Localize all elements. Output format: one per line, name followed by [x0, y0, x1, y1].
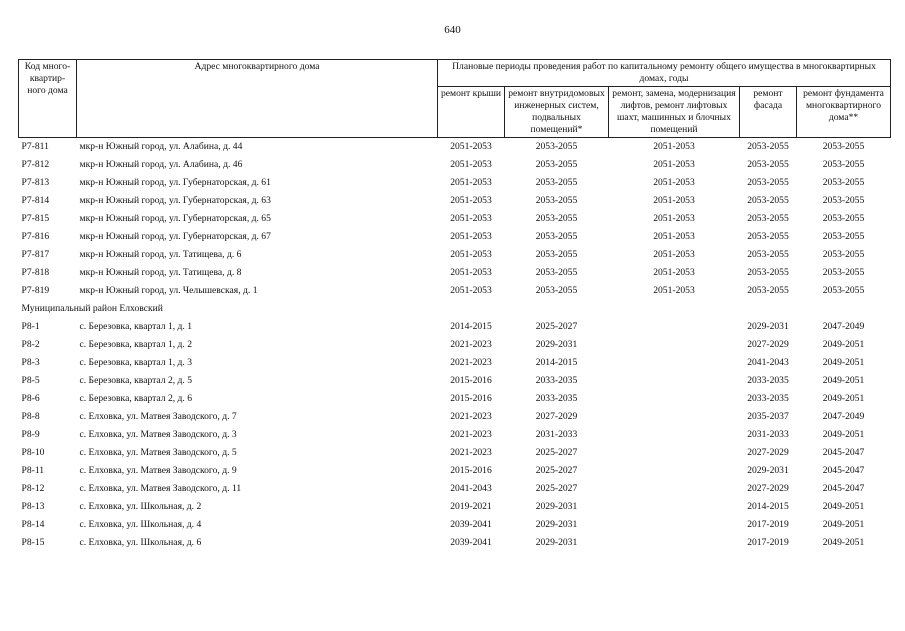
table-row [19, 318, 891, 336]
cell-elevators: 2051-2053 [653, 177, 695, 188]
table-row [19, 426, 891, 444]
cell-code: Р7-813 [21, 177, 50, 188]
cell-elevators [609, 408, 740, 426]
cell-facade: 2053-2055 [740, 138, 797, 157]
cell-address: с. Березовка, квартал 1, д. 3 [79, 357, 193, 368]
cell-code: Р8-5 [21, 375, 40, 386]
cell-address: с. Елховка, ул. Школьная, д. 6 [79, 537, 202, 548]
table-row [19, 210, 891, 228]
cell-code: Р8-14 [21, 519, 45, 530]
cell-engineering: 2053-2055 [535, 195, 578, 206]
cell-facade: 2035-2037 [747, 411, 789, 422]
cell-address: мкр-н Южный город, ул. Татищева, д. 6 [79, 249, 242, 260]
cell-engineering: 2027-2029 [535, 411, 578, 422]
repair-schedule-table [18, 59, 891, 552]
table-row [19, 282, 891, 300]
cell-roof: 2039-2041 [450, 537, 492, 548]
cell-roof: 2039-2041 [450, 519, 492, 530]
cell-roof: 2015-2016 [450, 465, 492, 476]
table-row [19, 390, 891, 408]
cell-elevators: 2051-2053 [653, 231, 695, 242]
cell-elevators [609, 534, 740, 552]
header-code: Код много-квартир-ного дома [19, 60, 77, 138]
table-row [19, 462, 891, 480]
cell-code: Р8-11 [21, 465, 45, 476]
cell-engineering: 2025-2027 [535, 447, 578, 458]
cell-address: с. Березовка, квартал 1, д. 1 [79, 321, 193, 332]
cell-engineering: 2029-2031 [535, 501, 578, 512]
cell-engineering: 2025-2027 [535, 483, 578, 494]
table-body [19, 138, 891, 553]
cell-address: с. Елховка, ул. Матвея Заводского, д. 3 [79, 429, 237, 440]
cell-foundation: 2053-2055 [822, 177, 865, 188]
cell-facade: 2029-2031 [747, 465, 789, 476]
cell-foundation: 2049-2051 [822, 339, 865, 350]
cell-roof: 2051-2053 [450, 249, 492, 260]
cell-foundation: 2053-2055 [822, 159, 865, 170]
cell-address: с. Елховка, ул. Матвея Заводского, д. 5 [79, 447, 237, 458]
cell-facade: 2053-2055 [747, 285, 789, 296]
cell-code: Р7-819 [21, 285, 50, 296]
header-foundation: ремонт фундамента многоквартирного дома** [797, 87, 891, 138]
cell-facade: 2033-2035 [747, 375, 789, 386]
cell-facade: 2053-2055 [747, 177, 789, 188]
cell-foundation: 2049-2051 [822, 429, 865, 440]
cell-roof: 2021-2023 [450, 357, 492, 368]
cell-facade: 2027-2029 [747, 447, 789, 458]
cell-code: Р8-12 [21, 483, 45, 494]
cell-foundation: 2053-2055 [822, 285, 865, 296]
cell-foundation: 2053-2055 [822, 195, 865, 206]
cell-foundation: 2053-2055 [797, 138, 891, 157]
cell-code: Р8-3 [21, 357, 40, 368]
cell-roof: 2015-2016 [450, 393, 492, 404]
cell-roof: 2041-2043 [450, 483, 492, 494]
cell-address: с. Березовка, квартал 1, д. 2 [79, 339, 193, 350]
group-label: Муниципальный район Елховский [21, 303, 163, 314]
cell-engineering: 2033-2035 [535, 393, 578, 404]
cell-facade: 2033-2035 [747, 393, 789, 404]
cell-address: с. Березовка, квартал 2, д. 5 [79, 375, 193, 386]
cell-engineering: 2033-2035 [535, 375, 578, 386]
cell-address: мкр-н Южный город, ул. Губернаторская, д. 65 [79, 213, 271, 224]
cell-foundation: 2053-2055 [822, 231, 865, 242]
cell-facade: 2017-2019 [747, 519, 789, 530]
header-elevators: ремонт, замена, модернизация лифтов, ремонт лифтовых шахт, машинных и блочных помещений [609, 87, 740, 138]
table-row [19, 264, 891, 282]
table-row [19, 156, 891, 174]
header-engineering: ремонт внутридомовых инженерных систем, подвальных помещений* [505, 87, 609, 138]
cell-facade: 2029-2031 [747, 321, 789, 332]
cell-roof: 2015-2016 [450, 375, 492, 386]
cell-roof: 2021-2023 [450, 429, 492, 440]
cell-address: с. Елховка, ул. Матвея Заводского, д. 11 [79, 483, 242, 494]
cell-roof: 2021-2023 [450, 411, 492, 422]
cell-code: Р8-9 [21, 429, 40, 440]
cell-elevators [609, 426, 740, 444]
cell-elevators [609, 354, 740, 372]
cell-roof: 2051-2053 [450, 231, 492, 242]
cell-address: с. Елховка, ул. Матвея Заводского, д. 7 [79, 411, 237, 422]
cell-roof: 2021-2023 [450, 447, 492, 458]
cell-roof: 2021-2023 [450, 339, 492, 350]
cell-foundation: 2049-2051 [822, 537, 865, 548]
cell-facade: 2014-2015 [747, 501, 789, 512]
cell-code: Р7-814 [21, 195, 50, 206]
cell-code: Р7-818 [21, 267, 50, 278]
cell-elevators [609, 462, 740, 480]
header-address: Адрес многоквартирного дома [77, 60, 438, 138]
cell-engineering: 2053-2055 [505, 138, 609, 157]
cell-address: мкр-н Южный город, ул. Татищева, д. 8 [79, 267, 242, 278]
cell-elevators [609, 390, 740, 408]
cell-foundation: 2045-2047 [822, 447, 865, 458]
cell-facade: 2053-2055 [747, 267, 789, 278]
cell-engineering: 2025-2027 [535, 321, 578, 332]
cell-foundation: 2045-2047 [822, 483, 865, 494]
cell-engineering: 2053-2055 [535, 285, 578, 296]
page-number: 640 [444, 24, 461, 36]
table-row [19, 534, 891, 552]
cell-code: Р7-816 [21, 231, 50, 242]
cell-engineering: 2053-2055 [535, 267, 578, 278]
cell-facade: 2053-2055 [747, 195, 789, 206]
cell-elevators [609, 498, 740, 516]
cell-engineering: 2053-2055 [535, 231, 578, 242]
cell-code: Р7-815 [21, 213, 50, 224]
cell-foundation: 2049-2051 [822, 519, 865, 530]
group-row [19, 300, 891, 318]
table-row [19, 192, 891, 210]
cell-facade: 2041-2043 [747, 357, 789, 368]
cell-engineering: 2031-2033 [535, 429, 578, 440]
cell-address: с. Березовка, квартал 2, д. 6 [79, 393, 193, 404]
cell-engineering: 2029-2031 [535, 339, 578, 350]
cell-elevators: 2051-2053 [653, 285, 695, 296]
cell-foundation: 2053-2055 [822, 249, 865, 260]
cell-roof: 2051-2053 [450, 195, 492, 206]
cell-engineering: 2053-2055 [535, 159, 578, 170]
cell-elevators: 2051-2053 [653, 267, 695, 278]
cell-code: Р8-2 [21, 339, 40, 350]
cell-foundation: 2049-2051 [822, 501, 865, 512]
cell-foundation: 2047-2049 [822, 411, 865, 422]
cell-code: Р7-817 [21, 249, 50, 260]
cell-address: мкр-н Южный город, ул. Губернаторская, д. 63 [79, 195, 271, 206]
cell-foundation: 2049-2051 [822, 357, 865, 368]
cell-engineering: 2029-2031 [535, 519, 578, 530]
cell-address: мкр-н Южный город, ул. Алабина, д. 44 [77, 138, 438, 157]
cell-code: Р8-15 [21, 537, 45, 548]
cell-elevators: 2051-2053 [653, 195, 695, 206]
cell-roof: 2051-2053 [450, 285, 492, 296]
cell-elevators [609, 444, 740, 462]
table-row [19, 138, 891, 157]
cell-elevators [609, 372, 740, 390]
cell-facade: 2027-2029 [747, 339, 789, 350]
cell-elevators [609, 318, 740, 336]
cell-facade: 2027-2029 [747, 483, 789, 494]
cell-engineering: 2053-2055 [535, 213, 578, 224]
cell-elevators: 2051-2053 [609, 138, 740, 157]
cell-roof: 2014-2015 [450, 321, 492, 332]
cell-roof: 2019-2021 [450, 501, 492, 512]
cell-facade: 2017-2019 [747, 537, 789, 548]
header-roof: ремонт крыши [438, 87, 505, 138]
cell-elevators [609, 336, 740, 354]
cell-foundation: 2053-2055 [822, 267, 865, 278]
cell-foundation: 2047-2049 [822, 321, 865, 332]
cell-facade: 2031-2033 [747, 429, 789, 440]
cell-facade: 2053-2055 [747, 231, 789, 242]
header-periods: Плановые периоды проведения работ по капитальному ремонту общего имущества в многоквартирных домах, годы [438, 60, 891, 87]
cell-code: Р7-812 [21, 159, 50, 170]
cell-address: мкр-н Южный город, ул. Алабина, д. 46 [79, 159, 243, 170]
table-row [19, 228, 891, 246]
header-facade: ремонт фасада [740, 87, 797, 138]
cell-elevators [609, 516, 740, 534]
table-row [19, 354, 891, 372]
cell-code: Р8-1 [21, 321, 40, 332]
cell-address: с. Елховка, ул. Школьная, д. 2 [79, 501, 202, 512]
table-row [19, 174, 891, 192]
cell-roof: 2051-2053 [450, 177, 492, 188]
cell-elevators: 2051-2053 [653, 159, 695, 170]
cell-engineering: 2025-2027 [535, 465, 578, 476]
cell-foundation: 2049-2051 [822, 375, 865, 386]
cell-foundation: 2045-2047 [822, 465, 865, 476]
table-row [19, 498, 891, 516]
cell-engineering: 2029-2031 [535, 537, 578, 548]
cell-facade: 2053-2055 [747, 249, 789, 260]
cell-address: с. Елховка, ул. Матвея Заводского, д. 9 [79, 465, 237, 476]
cell-address: мкр-н Южный город, ул. Губернаторская, д. 61 [79, 177, 271, 188]
cell-roof: 2051-2053 [450, 159, 492, 170]
cell-engineering: 2014-2015 [535, 357, 578, 368]
cell-roof: 2051-2053 [450, 267, 492, 278]
cell-engineering: 2053-2055 [535, 177, 578, 188]
cell-elevators: 2051-2053 [653, 213, 695, 224]
cell-engineering: 2053-2055 [535, 249, 578, 260]
cell-code: Р8-13 [21, 501, 45, 512]
table-row [19, 336, 891, 354]
cell-foundation: 2049-2051 [822, 393, 865, 404]
table-row [19, 372, 891, 390]
cell-code: Р8-6 [21, 393, 40, 404]
cell-elevators: 2051-2053 [653, 249, 695, 260]
table-row [19, 408, 891, 426]
cell-facade: 2053-2055 [747, 159, 789, 170]
cell-code: Р8-10 [21, 447, 45, 458]
table-row [19, 516, 891, 534]
cell-roof: 2051-2053 [438, 138, 505, 157]
table-row [19, 444, 891, 462]
cell-elevators [609, 480, 740, 498]
cell-address: мкр-н Южный город, ул. Губернаторская, д. 67 [79, 231, 271, 242]
table-row [19, 246, 891, 264]
cell-code: Р7-811 [19, 138, 77, 157]
cell-code: Р8-8 [21, 411, 40, 422]
cell-roof: 2051-2053 [450, 213, 492, 224]
table-row [19, 480, 891, 498]
cell-foundation: 2053-2055 [822, 213, 865, 224]
cell-address: с. Елховка, ул. Школьная, д. 4 [79, 519, 202, 530]
cell-address: мкр-н Южный город, ул. Челышевская, д. 1 [79, 285, 258, 296]
cell-facade: 2053-2055 [747, 213, 789, 224]
